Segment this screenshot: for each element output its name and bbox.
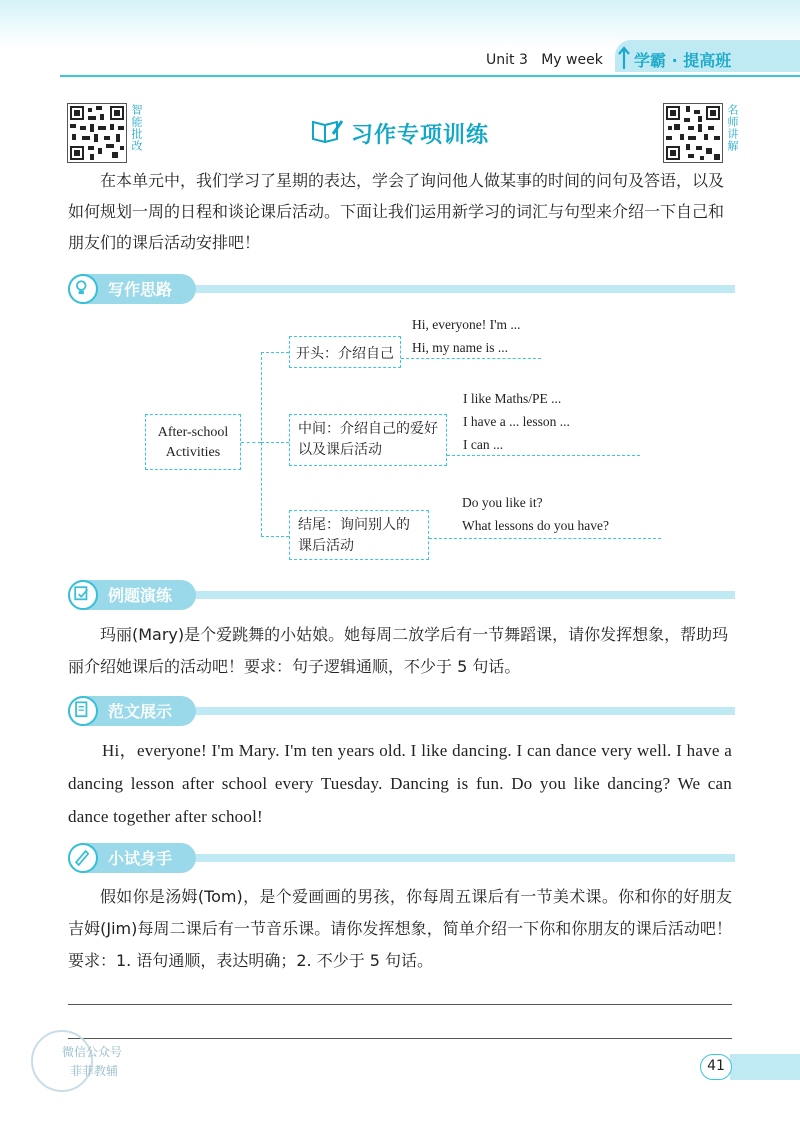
watermark <box>18 1025 128 1095</box>
branch-3-phrase-1: Do you like it? <box>462 495 543 510</box>
document-icon <box>68 696 98 726</box>
branch-3-phrase-2: What lessons do you have? <box>462 518 609 533</box>
connector <box>261 536 289 537</box>
mindmap-center-line1: After-school <box>157 425 229 440</box>
connector <box>447 455 640 456</box>
practice-task: 假如你是汤姆(Tom)，是个爱画画的男孩，你每周五课后有一节美术课。你和你的好朋友吉姆(Jim)每周二课后有一节音乐课。请你发挥想象，简单介绍一下你和你朋友的课后活动吧！要求：1. 语句通顺，表达明确；2. 不少于 5 句话。 <box>68 887 732 970</box>
unit-label: Unit 3 My week <box>486 52 603 68</box>
watermark-line-1: 微信公众号 <box>62 1045 123 1059</box>
connector <box>261 442 289 443</box>
page-number-band <box>730 1054 800 1080</box>
connector-trunk <box>261 352 262 536</box>
intro-paragraph: 在本单元中，我们学习了星期的表达，学会了询问他人做某事的时间的问句及答语，以及如何规划一周的日程和谈论课后活动。下面让我们运用新学习的词汇与句型来介绍一下自己和朋友们的课后活动安排吧！ <box>68 171 725 252</box>
qr-right-caption: 名师讲解 <box>726 104 739 152</box>
checklist-icon <box>68 580 98 610</box>
model-essay: Hi，everyone! I'm Mary. I'm ten years old. I like dancing. I can dance very well. I have a dancing lesson after school every Tuesday. Dancing is fun. Do you like dancing? We can dance together after school! <box>68 741 732 826</box>
connector <box>261 352 289 353</box>
watermark-circle-icon <box>18 1025 128 1095</box>
branch-2-phrase-1: I like Maths/PE ... <box>463 391 562 406</box>
mindmap-branch-2 <box>289 414 447 466</box>
mindmap-center <box>145 414 241 470</box>
connector <box>241 442 261 443</box>
section-title-example: 例题演练 <box>108 586 173 605</box>
mindmap-branch-1 <box>289 336 401 368</box>
mindmap-branch-3-label: 结尾：询问别人的课后活动 <box>298 517 410 554</box>
branch-2-phrase-2: I have a ... lesson ... <box>463 414 570 429</box>
page-title: 习作专项训练 <box>351 123 490 148</box>
mindmap-center-line2: Activities <box>165 445 221 460</box>
watermark-line-2: 菲菲教辅 <box>70 1064 119 1078</box>
page-number: 41 <box>700 1054 732 1080</box>
section-title-practice: 小试身手 <box>108 849 173 868</box>
writing-line[interactable] <box>68 1038 732 1039</box>
writing-line[interactable] <box>68 1004 732 1005</box>
brand-label: 学霸 · 提高班 <box>634 51 732 70</box>
example-task: 玛丽(Mary)是个爱跳舞的小姑娘。她每周二放学后有一节舞蹈课，请你发挥想象，帮助玛丽介绍她课后的活动吧！要求：句子逻辑通顺，不少于 5 句话。 <box>68 625 729 676</box>
connector <box>429 538 661 539</box>
qr-left-caption: 智能批改 <box>130 104 143 152</box>
branch-1-phrase-2: Hi, my name is ... <box>412 340 508 355</box>
pencil-icon <box>68 843 98 873</box>
section-title-idea: 写作思路 <box>108 280 173 299</box>
mindmap-branch-2-label: 中间：介绍自己的爱好以及课后活动 <box>298 421 438 458</box>
branch-2-phrase-3: I can ... <box>463 437 504 452</box>
branch-1-phrase-1: Hi, everyone! I'm ... <box>412 317 521 332</box>
connector <box>401 358 541 359</box>
mindmap-branch-1-label: 开头：介绍自己 <box>296 346 394 362</box>
section-title-model: 范文展示 <box>108 702 173 721</box>
mindmap-branch-3 <box>289 510 429 560</box>
